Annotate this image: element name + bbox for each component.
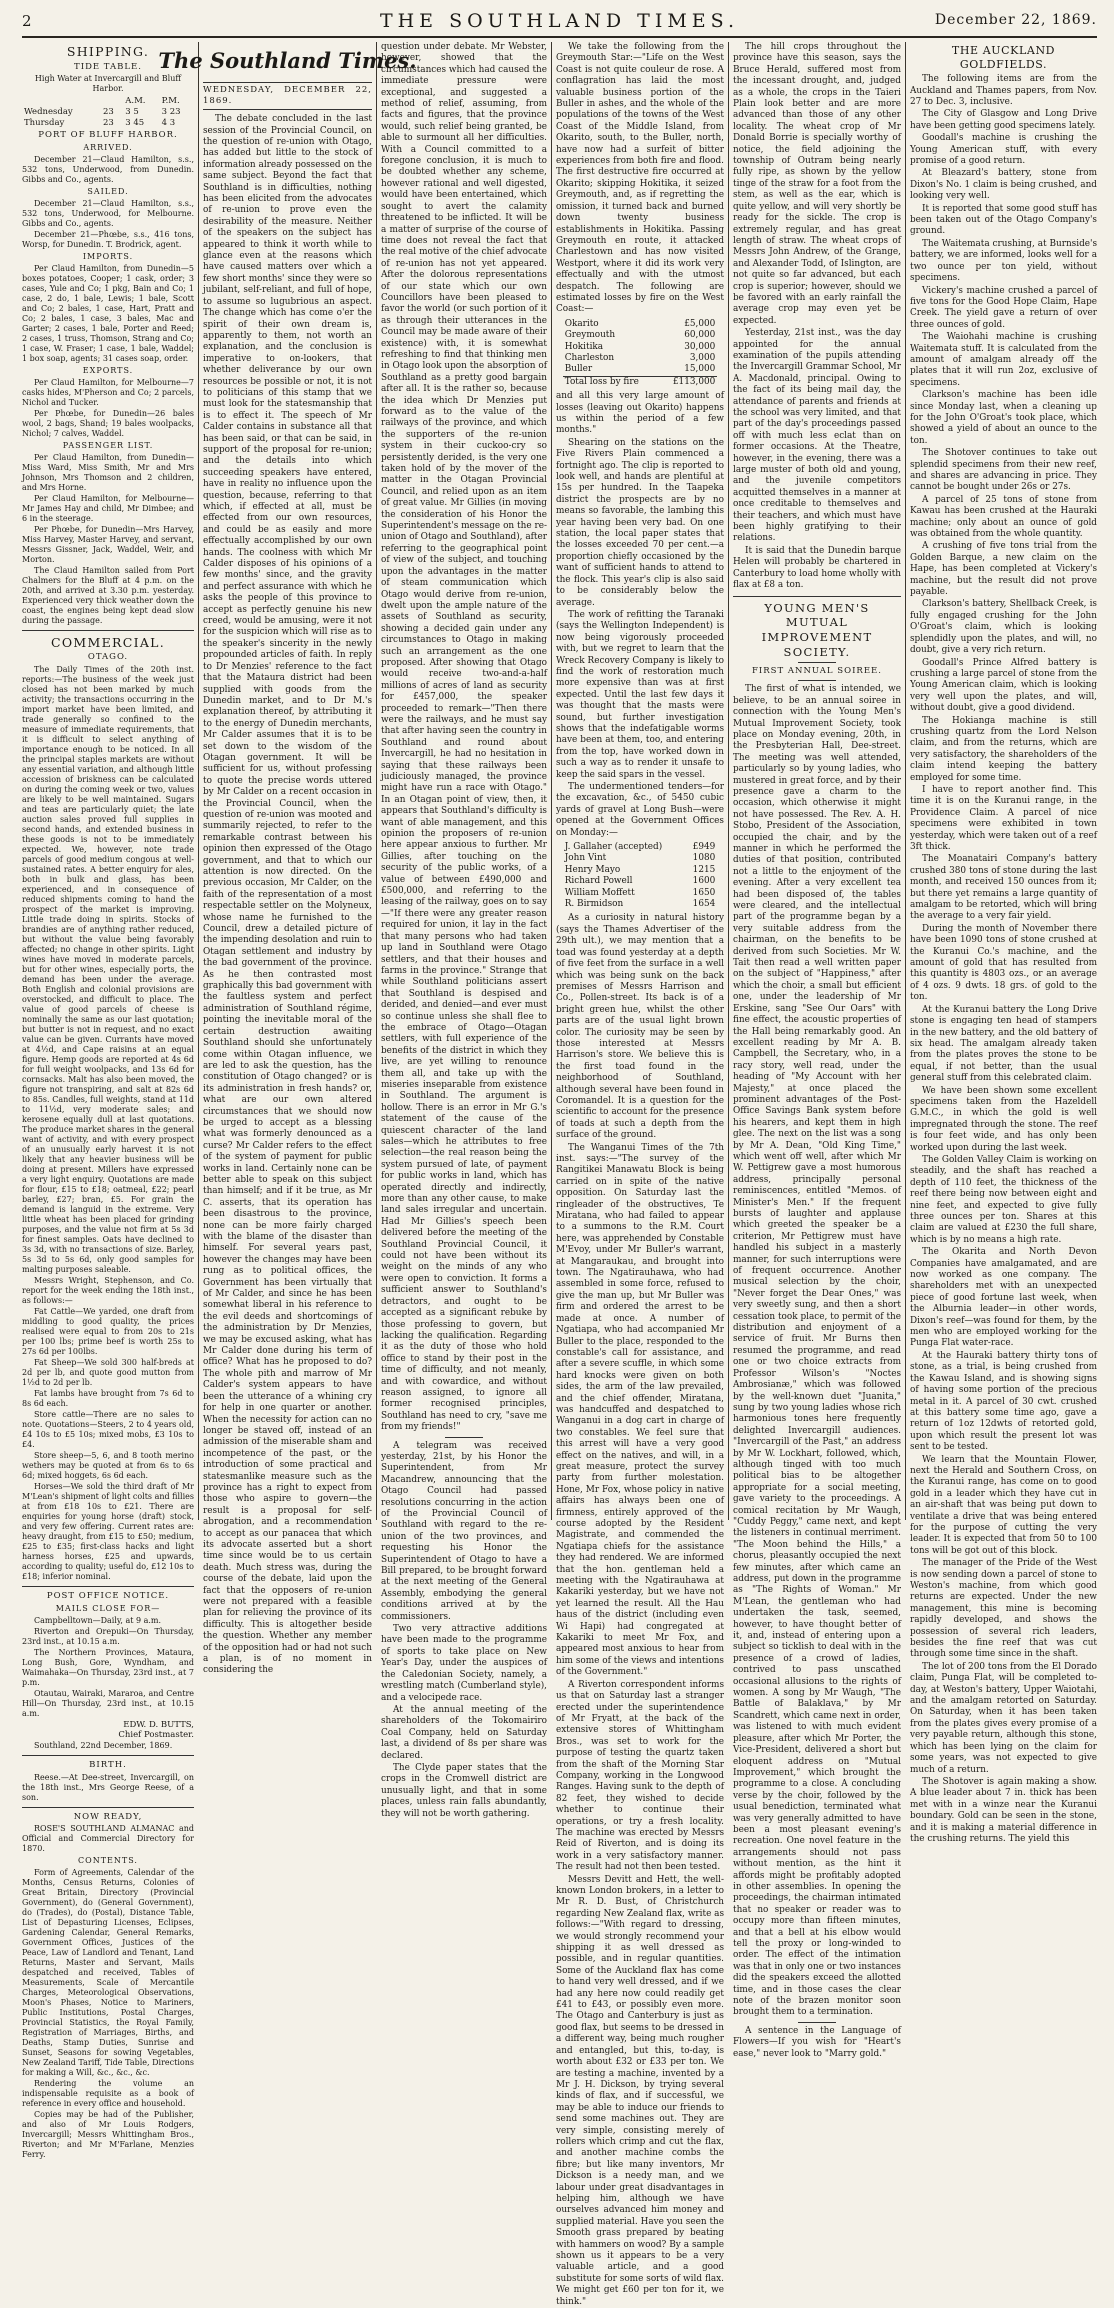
commercial-paragraph: Messrs Wright, Stephenson, and Co. report for the week ending the 18th inst., as follows:— [22,1276,194,1305]
goldfields-item: A crushing of five tons trial from the Golden Barque, a new claim on the Hape, has been completed at Vickery's machine, but the result did not prove payable. [910,541,1097,598]
table-cell: 30,000 [684,341,716,352]
table-row [563,842,718,853]
table-row [563,865,718,876]
mail-notice: Otautau, Wairaki, Mararoa, and Centre Hill—On Thursday, 23rd inst., at 10.15 a.m. [22,1688,194,1718]
fire-losses-table [563,319,718,388]
table-cell: 1654 [692,899,716,910]
goldfields-item: Goodall's Prince Alfred battery is crushing a large parcel of stone from the Young American claim, which is looking very well upon the plates, and will, without doubt, give a good dividend. [910,657,1097,714]
table-cell: J. Gallaher (accepted) [564,842,663,853]
tide-col [22,96,101,107]
column-society [733,42,901,2059]
table-cell: £949 [692,842,716,853]
shipping-arrived: December 21—Claud Hamilton, s.s., 532 tons, Underwood, from Dunedin. Gibbs and Co., agents. [22,154,194,184]
commercial-subheading: OTAGO. [87,652,129,663]
table-cell: £5,000 [684,318,716,329]
table-cell: £113,000 [660,376,718,388]
table-row-total [563,376,718,388]
newspaper-title-blackletter [158,44,417,76]
news-item: Two very attractive additions have been made to the programme of sports to take place on New Year's Day, under the auspices of the Caledonian Society, namely, a wrestling match (Cumberland style), and a velocipede race. [381,1624,547,1703]
divider [798,680,836,681]
society-report: The first of what is intended, we believe, to be an annual soiree in connection with the Young Men's Mutual Improvement Society, took place on Monday evening, 20th, in the Presbyterian Hall, Dee-street. The meeting was well attended, particularly so by young ladies, who mustered in great force, and by their presence gave a charm to the occasion, which otherwise it might not have possessed. The Rev. A. H. Stobo, President of the Association, occupied the chair, and by the manner in which he performed the duties of that position, contributed not a little to the enjoyment of the evening. After a very excellent tea had been disposed of, the tables were cleared, and the intellectual part of the programme began by a very suitable address from the chairman, on the benefits to be derived from such Societies. Mr W. Tait then read a well written paper on the subject of "Happiness," after which the choir, a small but efficient one, under the leadership of Mr Erskine, sang "See Our Oars" with fine effect, the acoustic properties of the Hall being remarkably good. An excellent reading by Mr A. B. Campbell, the Secretary, who, in a racy story, well read, under the heading of "My Account with her Majesty," at once placed the prominent advantages of the Post-Office Savings Bank system before his hearers, and kept them in high glee. The next on the list was a song by Mr A. Dean, "Old King Time," which went off well, after which Mr W. Pettigrew gave a most humorous address, principally personal reminiscences, entitled "Memos. of Minister's Men." If the frequent bursts of laughter and applause which greeted the speaker be a criterion, Mr Pettigrew must have handled his subject in a masterly manner, for such interruptions were of frequent occurrence. Another musical selection by the choir, "Never forget the Dear Ones," was very sweetly sung, and then a short cessation took place, to permit of the distribution and enjoyment of a service of fruit. Mr Burns then resumed the programme, and read one or two choice extracts from Professor Wilson's "Noctes Ambrosianæ," which was followed by the well-known duet "Juanita," sung by two young ladies whose rich harmonious tones here frequently delighted Invercargill audiences. "Invercargill of the Past," an address by Mr W. Lockhart, followed, which, although tinged with too much political bias to be altogether appropriate for a social meeting, gave variety to the proceedings. A comical recitation by Mr Waugh, "Cuddy Peggy," came next, and kept the listeners in continual merriment. "The Moon behind the Hills," a chorus, pleasantly occupied the next few minutes, after which came an address, put down in the programme as "The Rights of Woman." Mr M'Lean, the gentleman who had undertaken the task, seemed, however, to have thought better of it, and, instead of entering upon a subject so ticklish to deal with in the presence of a crowd of ladies, contrived to pass unscathed occasional allusions to the rights of women. A song by Mr Waugh, "The Battle of Balaklava," by Mr Scandrett, which came next in order, was listened to with much evident pleasure, after which Mr Porter, the Vice-President, delivered a short but eloquent address on "Mutual Improvement," which brought the programme to a close. A concluding verse by the choir, followed by the usual benediction, terminated what was very generally admitted to have been a most pleasant evening's recreation. One novel feature in the arrangements should not pass without mention, as the hint it affords might be profitably adopted in other assemblies. In opening the proceedings, the chairman intimated that no speaker or reader was to occupy more than fifteen minutes, and that a bell at his elbow would tell the proxy or long-winded to order. The effect of the intimation was that in only one or two instances did the speakers exceed the allotted time, and in those cases the clear note of the brazen monitor soon brought them to a termination. [733,684,901,2018]
tide-cell: Wednesday [24,106,73,117]
commercial-paragraph: Store sheep—5, 6, and 8 tooth merino wethers may be quoted at from 6s to 6s 6d; mixed hoggets, 6s 6d each. [22,1451,194,1480]
issue-date: December 22, 1869. [934,12,1097,28]
goldfields-item: It is reported that some good stuff has been taken out of the Otago Company's ground. [910,203,1097,237]
divider [733,596,901,597]
almanac-contents: Form of Agreements, Calendar of the Months, Census Returns, Colonies of Great Britain, Directory (Provincial Government), do (General Government), do (Trades), do (Postal), Distance Table, List of Depasturing Licenses, Eclipses, Gardening Calendar, General Remarks, Government Offices, Justices of the Peace, Law of Landlord and Tenant, Land Returns, Master and Servant, Mails despatched and received, Tables of Measurements, Scale of Mercantile Charges, Meteorological Observations, Moon's Phases, Notice to Mariners, Public Institutions, Postal Charges, Provincial Statistics, the Royal Family, Registration of Marriages, Births, and Deaths, Stamp Duties, Sunrise and Sunset, Seasons for sowing Vegetables, New Zealand Tariff, Tide Table, Directions for making a Will, &c., &c., &c. [22,1868,194,2078]
table-cell: R. Birmidson [564,899,624,910]
table-cell: 3,000 [689,352,716,363]
goldfields-heading: THE AUCKLAND GOLDFIELDS. [951,44,1056,72]
divider [445,1437,483,1438]
table-row [563,342,718,353]
news-item: and all this very large amount of losses (leaving out Okarito) happens us within the period of a few months." [556,391,724,436]
divider [22,1807,194,1808]
tide-col: P.M. [161,96,180,107]
news-item: Yesterday, 21st inst., was the day appointed for the annual examination of the pupils attending the Invercargill Grammar School, Mr A. Macdonald, principal. Owing to the fact of its being mail day, the attendance of parents and friends at the school was very limited, and that part of the day's proceedings passed off with much less eclat than on former occasions. At the Theatre, however, in the evening, there was a large muster of both old and young, and the juvenile competitors acquitted themselves in a manner at once creditable to themselves and their teachers, and which must have been highly gratifying to their relations. [733,328,901,544]
port-heading: PORT OF BLUFF HARBOR. [38,130,178,141]
post-office-subheading: MAILS CLOSE FOR— [55,1603,161,1613]
table-cell: Greymouth [564,330,616,341]
table-cell: Okarito [564,318,599,329]
column-rule [376,42,377,1520]
tide-cell: 3 5 [125,106,139,117]
society-subheading: FIRST ANNUAL SOIREE. [752,666,882,677]
table-cell: Charleston [564,352,615,363]
table-row [563,319,718,330]
goldfields-item: At the Hauraki battery thirty tons of stone, as a trial, is being crushed from the Kawau Island, and is showing signs of having some portion of the precious metal in it. A parcel of 30 cwt. crushed at this battery some time ago, gave a return of 1oz 12dwts of retorted gold, upon which result the present lot was sent to be tested. [910,1350,1097,1453]
table-cell: 15,000 [684,364,716,375]
goldfields-item: Goodall's machine is crushing the Young American stuff, with every promise of a good return. [910,133,1097,167]
news-item: It is said that the Dunedin barque Helen will probably be chartered in Canterbury to load home wholly with flax at £8 a ton. [733,545,901,591]
goldfields-item: The Moanatairi Company's battery crushed 380 tons of stone during the last month, and received 150 ounces from it; but there yet remains a large quantity of amalgam to be retorted, which will bring the average to a very fair yield. [910,854,1097,922]
column-rule [198,42,199,1520]
leader-article: The debate concluded in the last session of the Provincial Council, on the question of re-union with Otago, has added but little to the stock of information already possessed on the same subject. Beyond the fact that Southland is in difficulties, nothing has been elicited from the advocates of re-union to prove even the desirability of the measure. Neither of the speakers on the subject has appeared to think it worth while to glance even at the reasons which have caused matters over which a few short months' since they were so jubilant, self-reliant, and full of hope, to assume so lugubrious an aspect. The change which has come o'er the spirit of their own dream is, apparently to them, not worth an explanation, and the conclusion is imperative to on-lookers, that whether deliverance by our own resources be possible or not, it is not to politicians of this stamp that we must look for the statesmanship that is to effect it. The speech of Mr Calder contains in substance all that has been said, or that can be said, in support of the proposal for re-union; and the details into which succeeding speakers have entered, have in reality no influence upon the question, because, referring to that which, if effected at all, must be effected from our own resources, and could be as easily and more effectually accomplished by our own hands. The coolness with which Mr Calder disposes of his opinions of a few months' since, and the gravity and perfect assurance with which he asks the people of this province to accept as perfectly genuine his new creed, would be amusing, were it not for the suspicion which will rise as to the speaker's sincerity in the newly propounded articles of faith. In reply to Dr Menzies' reference to the fact that the Mataura district had been supplied with goods from the Dunedin market, and to Dr M.'s explanation thereof, by attributing it to the energy of Dunedin merchants, Mr Calder assumes that it is to be set down to the wisdom of the Otagan government. It will be sufficient for us, without professing to quote the precise words uttered by Mr Calder on a recent occasion in the Provincial Council, when the question of re-union was mooted and summarily rejected, to refer to the remarkable contrast between his opinion then expressed of the Otago government, and that to which our attention is now directed. On the previous occasion, Mr Calder, on the faith of the representation of a most respectable settler on the Molyneux, whose name he furnished to the Council, drew a detailed picture of the impending desolation and ruin to Otagan settlement and industry by the bad government of the province. As he then contrasted most graphically this bad government with the faultless system and perfect administration of Southland régime, pointing the inevitable moral of the certain destruction awaiting Southland should she unfortunately come within Otagan influence, we are led to ask the question, has the constitution of Otago changed? or is its administration in fresh hands? or, what are our own altered circumstances that we should now be urged to accept as a blessing what was formerly denounced as a curse? Mr Calder refers to the effect of the system of payment for public works in land. Certainly none can be better able to speak on this subject than himself; and if it be true, as Mr C. asserts, that its operation has been disastrous to the province, none can be more fairly charged with the blame of the disaster than himself. For several years past, however the changes may have been rung as to political offices, the Government has been virtually that of Mr Calder, and since he has been somewhat liberal in his reference to the evil deeds and shortcomings of the administration by Dr Menzies, we may be excused asking, what has Mr Calder done during his term of office? What has he proposed to do? The whole pith and marrow of Mr Calder's system appears to have been the utterance of a whining cry for help in one quarter or another. When the necessity for action can no longer be staved off, instead of an admission of the miserable sham and incompetence of the past, or the introduction of some practical and statesmanlike measure such as the province has a right to expect from those who aspire to govern—the result is a proposal for self-abrogation, and a recommendation to accept as our panacea that which its advocate asserted but a short time since would be to us certain death. Much stress was, during the course of the debate, laid upon the fact that the opposers of re-union were not prepared with a feasible plan for relieving the province of its difficulty. This is altogether beside the question. Whether any member of the opposition had or had not such a plan, is of no moment in considering the [203,114,372,1676]
goldfields-item: I have to report another find. This time it is on the Kuranui range, in the Providence Claim. A parcel of nice specimens were exhibited in town yesterday, which were taken out of a reef 3ft thick. [910,784,1097,852]
goldfields-item: Vickery's machine crushed a parcel of five tons for the Good Hope Claim, Hape Creek. The yield gave a return of over three ounces of gold. [910,285,1097,330]
goldfields-item: The Hokianga machine is still crushing quartz from the Lord Nelson claim, and from the returns, which are very satisfactory, the shareholders of the claim intend keeping the battery employed for some time. [910,715,1097,783]
tide-table [22,96,194,128]
post-dateline: Southland, 22nd December, 1869. [34,1740,173,1750]
table-cell: Henry Mayo [564,864,621,875]
table-cell: 1600 [692,876,716,887]
newspaper-running-title: THE SOUTHLAND TIMES. [379,10,740,32]
commercial-paragraph: Fat Sheep—We sold 300 half-breds at 2d per lb, and quote good mutton from 1½d to 2d per lb. [22,1358,194,1387]
goldfields-item: The Shotover is again making a show. A blue leader about 7 in. thick has been met with in a winze near the Kuranui boundary. Gold can be seen in the stone, and it is making a material difference in the crushing returns. The yield this [910,1776,1097,1844]
shipping-exports: Per Phœbe, for Dunedin—26 bales wool, 2 bags, Shand; 19 bales woolpacks, Nichol; 7 calves, Waddel. [22,408,194,438]
birth-heading: BIRTH. [89,1759,127,1770]
tide-table-header [22,96,194,107]
goldfields-item: The Okarita and North Devon Companies have amalgamated, and are now worked as one company. The shareholders met with an unexpected piece of good fortune last week, when the Alburnia leader—in other words, Dixon's reef—was found for them, by the men who are employed working for the Punga Flat water-race. [910,1247,1097,1349]
news-item: The work of refitting the Taranaki (says the Wellington Independent) is now being vigorously proceeded with, but we regret to learn that the Wreck Recovery Company is likely to find the work of restoration much more expensive than was at first expected. Until the last few days it was thought that the masts were sound, but further investigation shows that the indefatigable worms have been at them, too, and entering from the top, have worked down in such a way as to render it unsafe to keep the said spars in the vessel. [556,609,724,780]
imports-label: IMPORTS. [82,251,134,261]
goldfields-item: The City of Glasgow and Long Drive have been getting good specimens lately. [910,109,1097,131]
news-item: A Riverton correspondent informs us that on Saturday last a stranger erected under the superintendence of Mr Fryatt, at the back of the extensive stores of Whittingham Bros., was set to work for the purpose of testing the quartz taken from the shaft of the Morning Star Company, working in the Longwood Ranges. Having sunk to the depth of 82 feet, they wished to decide whether to continue their operations, or try a fresh locality. The machine was erected by Messrs Reid of Riverton, and is doing its work in a very satisfactory manner. The result had not then been tested. [556,1679,724,1873]
goldfields-item: At Bleazard's battery, stone from Dixon's No. 1 claim is being crushed, and looking very well. [910,168,1097,202]
goldfields-item: The lot of 200 tons from the El Dorado claim, Punga Flat, will be completed to-day, at Weston's battery, Upper Waiotahi, and the amalgam retorted on Saturday. On Saturday, when it has been taken from the plates gives every promise of a very payable return, although this stone, which has been lying on the claim for some years, was not expected to give much of a return. [910,1661,1097,1775]
shipping-note: The Claud Hamilton sailed from Port Chalmers for the Bluff at 4 p.m. on the 20th, and arrived at 3.30 p.m. yesterday. Experienced very thick weather down the coast, the engines being kept dead slow during the passage. [22,565,194,625]
shipping-sailed: December 21—Claud Hamilton, s.s., 532 tons, Underwood, for Melbourne. Gibbs and Co., agents. [22,198,194,228]
divider [798,2022,836,2023]
tide-row [22,107,194,118]
commercial-paragraph: Horses—We sold the third draft of Mr M'Lean's shipment of light colts and fillies at from £18 10s to £21. There are enquiries for young horse (draft) stock, and very few offering. Current rates are: heavy draught, from £15 to £50; medium, £25 to £35; first-class hacks and light harness horses, £25 and upwards, according to quality; useful do, £12 10s to £18; inferior nominal. [22,1482,194,1581]
newspaper-title-text: The Southland Times. [158,48,417,73]
table-row [563,330,718,341]
news-item: A telegram was received yesterday, 21st, by his Honor the Superintendent, from Mr Macandrew, announcing that the Otago Council had passed resolutions concurring in the action of the Provincial Council of Southland with regard to the re-union of the two provinces, and requesting his Honor the Superintendent of Otago to have a Bill prepared, to be brought forward at the next meeting of the General Assembly, embodying the general conditions arrived at by the commissioners. [381,1440,547,1622]
postmaster-name: EDW. D. BUTTS, [123,1719,194,1730]
goldfields-item: The Shotover continues to take out splendid specimens from their new reef, and shares are advancing in price. They cannot be bought under 26s or 27s. [910,448,1097,493]
goldfields-item: The following items are from the Auckland and Thames papers, from Nov. 27 to Dec. 3, inclusive. [910,74,1097,107]
passenger-list: Per Claud Hamilton, from Dunedin—Miss Ward, Miss Smith, Mr and Mrs Johnson, Mrs Thomson and 2 children, and Mrs Horne. [22,452,194,492]
goldfields-item: The Golden Valley Claim is working on steadily, and the shaft has reached a depth of 110 feet, the thickness of the reef there being now between eight and nine feet, and expected to give fully three ounces per ton. Shares at this claim are valued at £230 the full share, which is by no means a high rate. [910,1154,1097,1245]
almanac-advert: Copies may be had of the Publisher, and also of Mr Louis Rodgers, Invercargill; Messrs Whittingham Bros., Riverton; and Mr M'Farlane, Menzies Ferry. [22,2110,194,2160]
news-item: The Clyde paper states that the crops in the Cromwell district are unusually light, and that in some places, unless rain falls abundantly, they will not be worth gathering. [381,1762,547,1819]
tenders-table [563,842,718,910]
table-cell: Hokitika [564,341,604,352]
section-heading-commercial: COMMERCIAL. [50,634,166,650]
goldfields-item: We learn that the Mountain Flower, next the Herald and Southern Cross, on the Kuranui range, has come on to good gold in a leader which they have cut in an air-shaft that was being put down to ventilate a drive that was being entered for the purpose of cutting the very leader. It is expected that from 50 to 100 tons will be got out of this block. [910,1454,1097,1556]
table-row [563,888,718,899]
column-leader-cont [381,42,547,1819]
section-heading-shipping: SHIPPING. [66,44,150,59]
column-shipping-commercial [22,42,194,2160]
table-cell: Richard Powell [564,876,633,887]
tide-col [101,96,123,107]
goldfields-item: Clarkson's machine has been idle since Monday last, when a cleaning up for the John O'Groat's took place, which showed a yield of about an ounce to the ton. [910,390,1097,446]
table-cell: 1650 [692,887,716,898]
news-item: We take the following from the Greymouth Star:—"Life on the West Coast is not quite couleur de rose. A conflagration has laid the most valuable business portion of the Buller in ashes, and the whole of the populations of the towns of the West Coast of the Middle Island, from Okarito, south, to the Buller, north, have now had a surfeit of bitter experiences from both fire and flood. The first destructive fire occurred at Okarito; skipping Hokitika, it seized Greymouth, and, as if regretting the omission, it turned back and burned down twenty business establishments in Hokitika. Passing Greymouth en route, it attacked Charlestown and has now visited Westport, where it did its work very effectually and with the utmost despatch. The following are estimated losses by fire on the West Coast:— [556,42,724,315]
news-item: The Wanganui Times of the 7th inst. says:—"The survey of the Rangitikei Manawatu Block is being carried on in spite of the native opposition. On Saturday last the ringleader of the obstructives, Te Miratana, who had failed to appear to a summons to the R.M. Court here, was apprehended by Constable M'Evoy, under Mr Buller's warrant, at Mangaraukau, and brought into town. The Ngatirauhawa, who had assembled in some force, refused to give the man up, but Mr Buller was firm and ordered the arrest to be made at once. A number of Ngatiapa, who had accompanied Mr Buller to the place, responded to the constable's call for assistance, and after a severe scuffle, in which some hard knocks were given on both sides, the arm of the law prevailed, and the chief offender, Miratana, was handcuffed and despatched to Wanganui in a dog cart in charge of two constables. We feel sure that this arrest will have a very good effect on the natives, and will, in a great measure, protect the survey party from further molestation. Hone, Mr Fox, whose policy in native affairs has always been one of firmness, entirely approved of the course adopted by the Resident Magistrate, and commended the Ngatiapa chiefs for the assistance they had rendered. We are informed that the hon. gentleman held a meeting with the Ngatirauhawa at Kakariki yesterday, but we have not yet learned the result. All the Hau haus of the district (including even Wi Hapi) had congregated at Kakariki to meet Mr Fox, and appeared most anxious to hear from him some of the views and intentions of the Government." [556,1142,724,1678]
divider [798,662,836,663]
contents-label: CONTENTS. [78,1856,138,1866]
table-row [563,899,718,910]
tide-cell: 23 [103,117,114,128]
news-item: The undermentioned tenders—for the excavation, &c., of 5450 cubic yards of gravel at Long Bush—were opened at the Government Offices on Monday:— [556,782,724,838]
tide-row [22,118,194,129]
news-item: Messrs Devitt and Hett, the well-known London brokers, in a letter to Mr R. D. Bust, of Christchurch regarding New Zealand flax, write as follows:—"With regard to dressing, we would strongly recommend your shipping it as well dressed as possible, and in regular quantities. Some of the Auckland flax has come to hand very well dressed, and if we had any here now could readily get £41 to £43, or possibly even more. The Otago and Canterbury is just as good flax, but seems to be dressed in a different way, being much rougher and entangled, but this, to-day, is worth about £32 or £33 per ton. We are testing a machine, invented by a Mr J. H. Dickson, by trying several kinds of flax, and if successful, we may be able to induce our friends to send some machines out. They are very simple, consisting merely of rollers which crimp and cut the flax, and another machine combs the fibre; but like many inventors, Mr Dickson is a needy man, and we labour under great disadvantages in helping him, although we have ourselves advanced him money and supplied material. Have you seen the Smooth grass prepared by beating with hammers on wood? By a sample shown us it appears to be a very valuable article, and a good substitute for some sorts of wild flax. We might get £60 per ton for it, we think." [556,1874,724,2307]
table-cell: 1080 [692,853,716,864]
news-item: At the annual meeting of the shareholders of the Tokomairiro Coal Company, held on Saturday last, a dividend of 8s per share was declared. [381,1704,547,1761]
divider [22,1755,194,1756]
leader-article-cont: question under debate. Mr Webster, however, showed that the circumstances which had caused the immediate pressure were exceptional, and suggested a method of relief, assuming, from facts and figures, that the province would, such relief being granted, be able to surmount all her difficulties. With a Council committed to a foregone conclusion, it is much to be doubted whether any scheme, however rational and well digested, would have been entertained, which sought to avert the calamity threatened to be inflicted. It will be a matter of surprise of the course of time does not reveal the fact that the real motive of the chief advocate of re-union has not yet appeared. After the dolorous representations of our state which our own Councillors have been pleased to favor the world (or such portion of it as through their utterances in the Council may be made aware of their existence) with, it is somewhat refreshing to find that thinking men in Otago look upon the absorption of Southland as a pretty good bargain after all. It is the rather so, because the idea which Dr Menzies put forward as to the value of the railways of the province, and which the supporters of the re-union system in their cuckoo-cry so persistently derided, is the very one taken hold of by the mover of the matter in the Otagan Provincial Council, and relied upon as an item of great value. Mr Gillies (in moving the consideration of his Honor the Superintendent's message on the re-union of Otago and Southland), after referring to the geographical point of view of the subject, and touching upon the advantages in the matter of steam communication which Otago would derive from re-union, dwelt upon the ample nature of the assets of Southland as security, showing a decided gain under any circumstances to Otago in making such an arrangement as the one proposed. After showing that Otago would receive two-and-a-half millions of acres of land as security for £457,000, the speaker proceeded to remark—"Then there were the railways, and he must say that after having seen the country in Southland and round about Invercargill, he had no hesitation in saying that these railways been judiciously managed, the province might have run a race with Otago." In an Otagan point of view, then, it appears that Southland's difficulty is want of able management, and this opinion the proposers of re-union here appear anxious to further. Mr Gillies, after touching on the security of the public works, of a value of between £490,000 and £500,000, and referring to the leasing of the railway, goes on to say—"If there were any greater reason required for union, it lay in the fact that many persons who had taken up land in Southland were Otago settlers, and that their houses and farms in the province." Strange that while Southland politicians assert that Southland is despised and derided, and denied—and ever must so continue unless she shall flee to the embrace of Otago—Otagan settlers, with full experience of the benefits of the district in which they live, are yet willing to renounce them all, and take up with the miseries inseparable from existence in Southland. The argument is hollow. There is an error in Mr G.'s statement of the cause of the quiescent character of the land sales—which he attributes to free selection—the real reason being the system pursued of late, of payment for public works in land, which has operated directly and indirectly, more than any other cause, to make land sales irregular and uncertain. Had Mr Gillies's speech been delivered before the meeting of the Southland Provincial Council, it could not have been without its weight on the minds of any who were open to conviction. It forms a sufficient answer to Southland's detractors, and ought to be accepted as a significant rebuke by those professing to govern, but lacking the qualification. Regarding it as the duty of those who hold office to stand by their post in the time of difficulty, and not meanly, and with cowardice, and without reason assigned, to ignore all former recognised principles, Southland has need to cry, "save me from my friends!" [381,42,547,1433]
table-cell: Buller [564,364,593,375]
tide-note: High Water at Invercargill and Bluff Harbor. [34,74,182,94]
passenger-list: Per Claud Hamilton, for Melbourne—Mr James Hay and child, Mr Dimbee; and 6 in the steerage. [22,493,194,523]
almanac-advert: Rendering the volume an indispensable requisite as a book of reference in every office and household. [22,2079,194,2109]
advert-heading: NOW READY, [73,1811,143,1822]
arrived-label: ARRIVED. [83,142,133,152]
mail-notice: The Northern Provinces, Mataura, Long Bush, Gore, Wyndham, and Waimahaka—On Thursday, 23rd inst., at 7 p.m. [22,1647,194,1687]
column-goldfields [910,42,1097,1844]
tide-cell: Thursday [24,117,65,128]
mail-notice: Riverton and Orepuki—On Thursday, 23rd inst., at 10.15 a.m. [22,1626,194,1646]
news-item: A sentence in the Language of Flowers—If you wish for "Heart's ease," never look to "Marry gold." [733,2025,901,2059]
mail-notice: Campbelltown—Daily, at 9 a.m. [34,1615,162,1625]
masthead-rule [22,36,1097,38]
table-cell: John Vint [564,853,607,864]
table-row [563,853,718,864]
commercial-paragraph: Fat lambs have brought from 7s 6d to 8s 6d each. [22,1389,194,1408]
birth-notice: Reese.—At Dee-street, Invercargill, on the 18th inst., Mrs George Reese, of a son. [22,1772,194,1802]
tide-table-heading: TIDE TABLE. [74,61,142,72]
almanac-advert: ROSE'S SOUTHLAND ALMANAC and Official and Commercial Directory for 1870. [22,1824,194,1854]
passengers-label: PASSENGER LIST. [62,440,154,450]
shipping-sailed: December 21—Phœbe, s.s., 416 tons, Worsp, for Dunedin. T. Brodrick, agent. [22,229,194,249]
goldfields-item: We have been shown some excellent specimens taken from the Hazeldell G.M.C., in which the gold is well impregnated through the stone. The reef is four feet wide, and has only been worked upon during the last week. [910,1085,1097,1153]
goldfields-item: The Waitemata crushing, at Burnside's battery, we are informed, looks well for a two ounce per ton yield, without specimens. [910,238,1097,284]
table-cell: 60,000 [684,330,716,341]
newspaper-title [158,44,417,80]
post-office-heading: POST OFFICE NOTICE. [46,1591,170,1601]
news-item: As a curiosity in natural history (says the Thames Advertiser of the 29th ult.), we may mention that a toad was found yesterday at a depth of five feet from the surface in a well which was being sunk on the back premises of Messrs Harrison and Co., Pollen-street. Its back is of a bright green hue, whilst the other parts are of the usual light brown color. The curiosity may be seen by those interested at Messrs Harrison's store. We believe this is the first toad found in the neighborhood of Southland, although several have been found in Coromandel. It is a question for the scientific to account for the presence of toads at such a depth from the surface of the ground. [556,913,724,1141]
divider [22,630,194,631]
tide-cell: 3 23 [161,106,181,117]
tide-col: A.M. [125,96,146,107]
commercial-paragraph: The Daily Times of the 20th inst. reports:—The business of the week just closed has not been marked by much activity; the transactions occurring in the import market have been limited, and trade generally so confined to the measure of immediate requirements, that it is difficult to select anything of importance enough to be noticed. In all the principal staples markets are without any essential variation, and although little accession of briskness can be calculated on during the coming week or two, values are likely to be well maintained. Sugars and teas are particularly quiet; the late auction sales proved full supplies in second hands, and extended business in these goods is not to be immediately expected. We, however, note trade parcels of good medium congous at well-sustained rates. A better enquiry for ales, both in bulk and glass, has been experienced, and in consequence of reduced shipments coming to hand the prospect of the market is improving. Little trade doing in spirits. Stocks of brandies are of anything rather reduced, but without the value being favorably affected; no change in other spirits. Light wines have moved in moderate parcels, but for other wines, especially ports, the demand has been under the average. Both English and colonial provisions are overstocked, and difficult to place. The value of good parcels of cheese is nominally the same as our last quotation; but butter is not in request, and no exact value can be given. Currants have moved at 4½d, and Cape raisins at an equal figure. Hemp goods are reported at 4s 6d for full weight woolpacks, and 13s 6d for cornsacks. Malt has also been moved, the figure not transpiring, and salt at 82s 6d to 85s. Candles, full weights, stand at 11d to 11½d, very moderate sales; and kerosene equally dull at last quotations. The produce market shares in the general want of activity, and with every prospect of an unusually early harvest it is not likely that any heavier business will be doing at present. Millers have expressed a very light enquiry. Quotations are made for flour, £15 to £18; oatmeal, £22; pearl barley, £27; bran, £5. For grain the demand is languid in the extreme. Very little wheat has been placed for grinding purposes, and the value not firm at 5s 3d for finest samples. Oats have declined to 3s 3d, with no transactions of size. Barley, 5s 3d to 5s 6d, only good samples for malting purposes saleable. [22,665,194,1274]
page-number: 2 [22,12,32,30]
masthead [22,8,1097,36]
table-row [563,364,718,376]
leader-dateline: WEDNESDAY, DECEMBER 22, 1869. [203,82,372,110]
news-item: The hill crops throughout the province have this season, says the Bruce Herald, suffered most from the incessant drought, and, judged as a whole, the crops in the Taieri Plain look better and are more advanced than those of any other locality. The wheat crop of Mr Donald Borrie is specially worthy of notice, the field adjoining the township of Outram being nearly fully ripe, as shown by the yellow tinge of the straw for a foot from the stem, as well as the ear, which is quite yellow, and will very shortly be ready for the sickle. The crop is extremely regular, and has great length of straw. The wheat crops of Messrs John Andrew, of the Grange, and Alexander Todd, of Islington, are not quite so far advanced, but each crop is superior; however, should we be favored with an early rainfall the average crop may even yet be expected. [733,42,901,326]
goldfields-item: The Waiohahi machine is crushing Waitemata stuff. It is calculated from the amount of amalgam already off the plates that it will run 2oz, exclusive of specimens. [910,332,1097,388]
postmaster-title: Chief Postmaster. [118,1730,194,1741]
table-cell: 1215 [692,864,716,875]
exports-label: EXPORTS. [82,365,134,375]
goldfields-item: A parcel of 25 tons of stone from Kawau has been crushed at the Hauraki machine; only about an ounce of gold was obtained from the whole quantity. [910,494,1097,540]
goldfields-item: The manager of the Pride of the West is now sending down a parcel of stone to Weston's machine, from which good returns are expected. Under the new management, this mine is becoming rapidly developed, and shows the possession of several rich leaders, besides the fine reef that was cut through some time since in the shaft. [910,1558,1097,1660]
table-row [563,876,718,887]
table-cell: Total loss by fire [563,376,660,388]
goldfields-item: Clarkson's battery, Shellback Creek, is fully engaged crushing for the John O'Groat's claim, which is looking splendidly upon the plates, and will, no doubt, give a very rich return. [910,599,1097,656]
tide-cell: 3 45 [125,117,145,128]
table-cell: William Moffett [564,887,635,898]
column-rule [728,42,729,1520]
divider [22,1586,194,1587]
goldfields-item: At the Kuranui battery the Long Drive stone is engaging ten head of stampers in the new battery, and the old battery of six head. The amalgam already taken from the plates proves the stone to be equal, if not better, than the usual general stuff from this celebrated claim. [910,1004,1097,1084]
news-item: Shearing on the stations on the Five Rivers Plain commenced a fortnight ago. The clip is reported to look well, and hands are plentiful at 15s per hundred. In the Taapeka district the prospects are by no means so favorable, the lambing this year having been very bad. On one station, the local paper states that the losses exceeded 70 per cent.—a proportion chiefly occasioned by the want of sufficient hands to attend to the flock. This year's clip is also said to be considerably below the average. [556,437,724,608]
commercial-paragraph: Fat Cattle—We yarded, one draft from middling to good quality, the prices realised were equal to from 20s to 21s per 100 lbs; prime beef is worth 25s to 27s 6d per 100lbs. [22,1307,194,1356]
column-rule [551,42,552,1520]
tide-cell: 23 [103,106,114,117]
sailed-label: SAILED. [87,186,129,196]
goldfields-item: During the month of November there have been 1090 tons of stone crushed at the Kuranui Co.'s machine, and the amount of gold that has resulted from this quantity is 4803 ozs., or an average of 4 ozs. 9 dwts. 18 grs. of gold to the ton. [910,923,1097,1003]
passenger-list: Per Phœbe, for Dunedin—Mrs Harvey, Miss Harvey, Master Harvey, and servant, Messrs Gissner, Jack, Waddel, Weir, and Morton. [22,524,194,564]
shipping-exports: Per Claud Hamilton, for Melbourne—7 casks hides, M'Pherson and Co; 2 parcels, Nichol and Tucker. [22,377,194,407]
shipping-imports: Per Claud Hamilton, from Dunedin—5 boxes potatoes, Cooper; 1 cask, order; 3 cases, Yule and Co; 1 pkg, Bain and Co; 1 case, 2 do, 1 bale, Lewis; 1 bale, Scott and Co; 2 bales, 1 case, Hart, Pratt and Co; 2 bales, 1 case, 3 bales, Mac and Garter; 2 cases, 1 bale, Porter and Reed; 2 cases, 1 truss, Thomson, Strang and Co; 1 case, W. Fraser; 1 case, 1 bale, Waddel; 1 box soap, agents; 31 cases soap, order. [22,263,194,363]
society-heading: YOUNG MEN'S MUTUAL IMPROVEMENT SOCIETY. [761,600,873,659]
column-rule [905,42,906,1520]
table-row [563,353,718,364]
column-news [556,42,724,2307]
commercial-paragraph: Store cattle—There are no sales to note. Quotations—Steers, 2 to 4 years old, £4 10s to £5 10s; mixed mobs, £3 10s to £4. [22,1410,194,1449]
tide-cell: 4 3 [161,117,176,128]
